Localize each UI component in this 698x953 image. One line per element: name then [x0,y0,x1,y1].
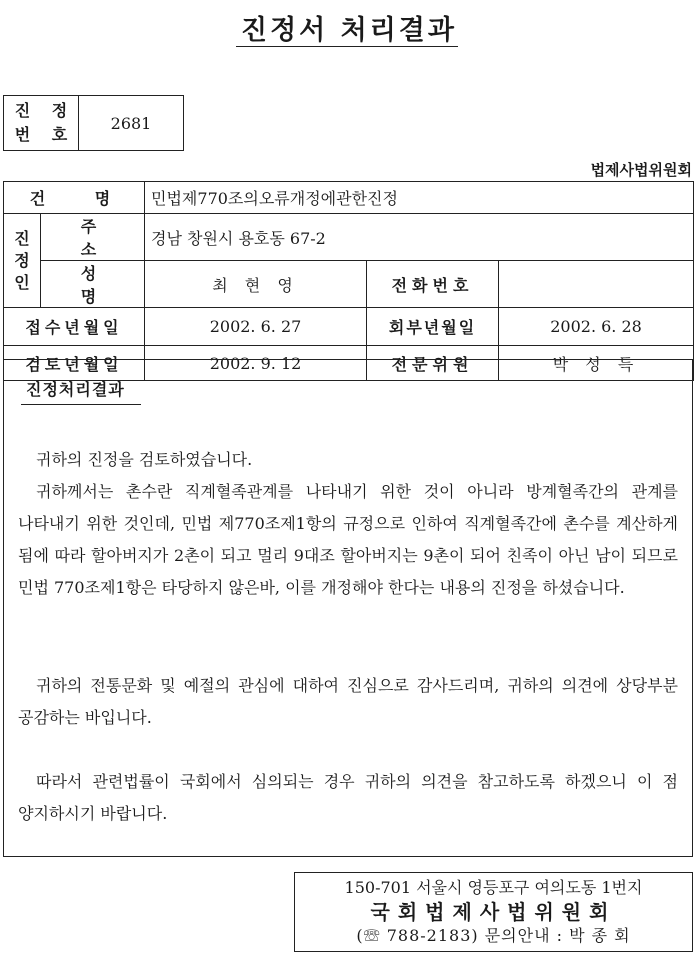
petitioner-label [4,214,41,308]
footer-contact: (☏ 788-2183) 문의안내 : 박 종 회 [356,926,631,945]
review-date-label: 검토년월일 [4,346,145,381]
committee-name: 법제사법위원회 [590,161,692,179]
document-title: 진정서 처리결과 [241,15,457,46]
result-paragraph-1 [18,444,678,476]
referral-date-label: 회부년월일 [367,308,499,346]
subject-value: 민법제770조의오류개정에관한진정 [145,182,694,214]
phone-value [499,261,694,308]
received-date-value: 2002. 6. 27 [145,308,367,346]
title-underline [236,46,458,47]
result-heading: 진정처리결과 [26,380,125,399]
address-value: 경남 창원시 용호동 67-2 [145,214,694,261]
petition-number-label-line2: 번 호 [14,125,76,144]
received-date-label: 접수년월일 [4,308,145,346]
referral-date-value: 2002. 6. 28 [499,308,694,346]
name-value: 최 현 영 [145,261,367,308]
phone-label: 전화번호 [367,261,499,308]
petition-info-table [3,181,694,381]
footer-organization: 국회법제사법위원회 [370,900,617,924]
address-row [4,214,694,261]
petitioner-label-text: 진 정 인 [14,228,30,292]
result-paragraph-2-text: 귀하께서는 촌수란 직계혈족관계를 나타내기 위한 것이 아니라 방계혈족간의 관계를 나타내기 위한 것인데, 민법 제770조제1항의 규정으로 인하여 직계혈족간에 촌수를 계산하게 됨에 따라 할아버지가 2촌이 되고 멀리 9대조 할아버지는 9촌이 되어 친족이 아닌 남이 되므로 민법 770조제1항은 타당하지 않은바, 이를 개정해야 한다는 내용의 진정을 하셨습니다. [18,482,678,597]
petition-number-label [4,96,79,150]
result-paragraph-1-text: 귀하의 진정을 검토하였습니다. [36,450,253,469]
review-date-value: 2002. 9. 12 [145,346,367,381]
result-paragraph-3-text: 귀하의 전통문화 및 예절의 관심에 대하여 진심으로 감사드리며, 귀하의 의견에 상당부분 공감하는 바입니다. [18,676,678,727]
expert-value: 박 성 득 [499,346,694,381]
petition-number-box [3,95,184,151]
expert-label: 전문위원 [367,346,499,381]
result-paragraph-4 [18,766,678,830]
petition-number-value: 2681 [110,113,152,133]
received-date-row [4,308,694,346]
subject-label: 건 명 [4,182,145,214]
subject-row [4,182,694,214]
name-label: 성 명 [41,261,145,308]
result-paragraph-2 [18,476,678,604]
footer-address: 150-701 서울시 영등포구 여의도동 1번지 [344,878,643,897]
petition-number-label-line1: 진 정 [14,101,76,120]
name-row [4,261,694,308]
result-paragraph-4-text: 따라서 관련법률이 국회에서 심의되는 경우 귀하의 의견을 참고하도록 하겠으니 이 점 양지하시기 바랍니다. [18,772,678,823]
footer-box [294,872,693,952]
address-label: 주 소 [41,214,145,261]
result-heading-underline [21,404,141,405]
result-paragraph-3 [18,670,678,734]
